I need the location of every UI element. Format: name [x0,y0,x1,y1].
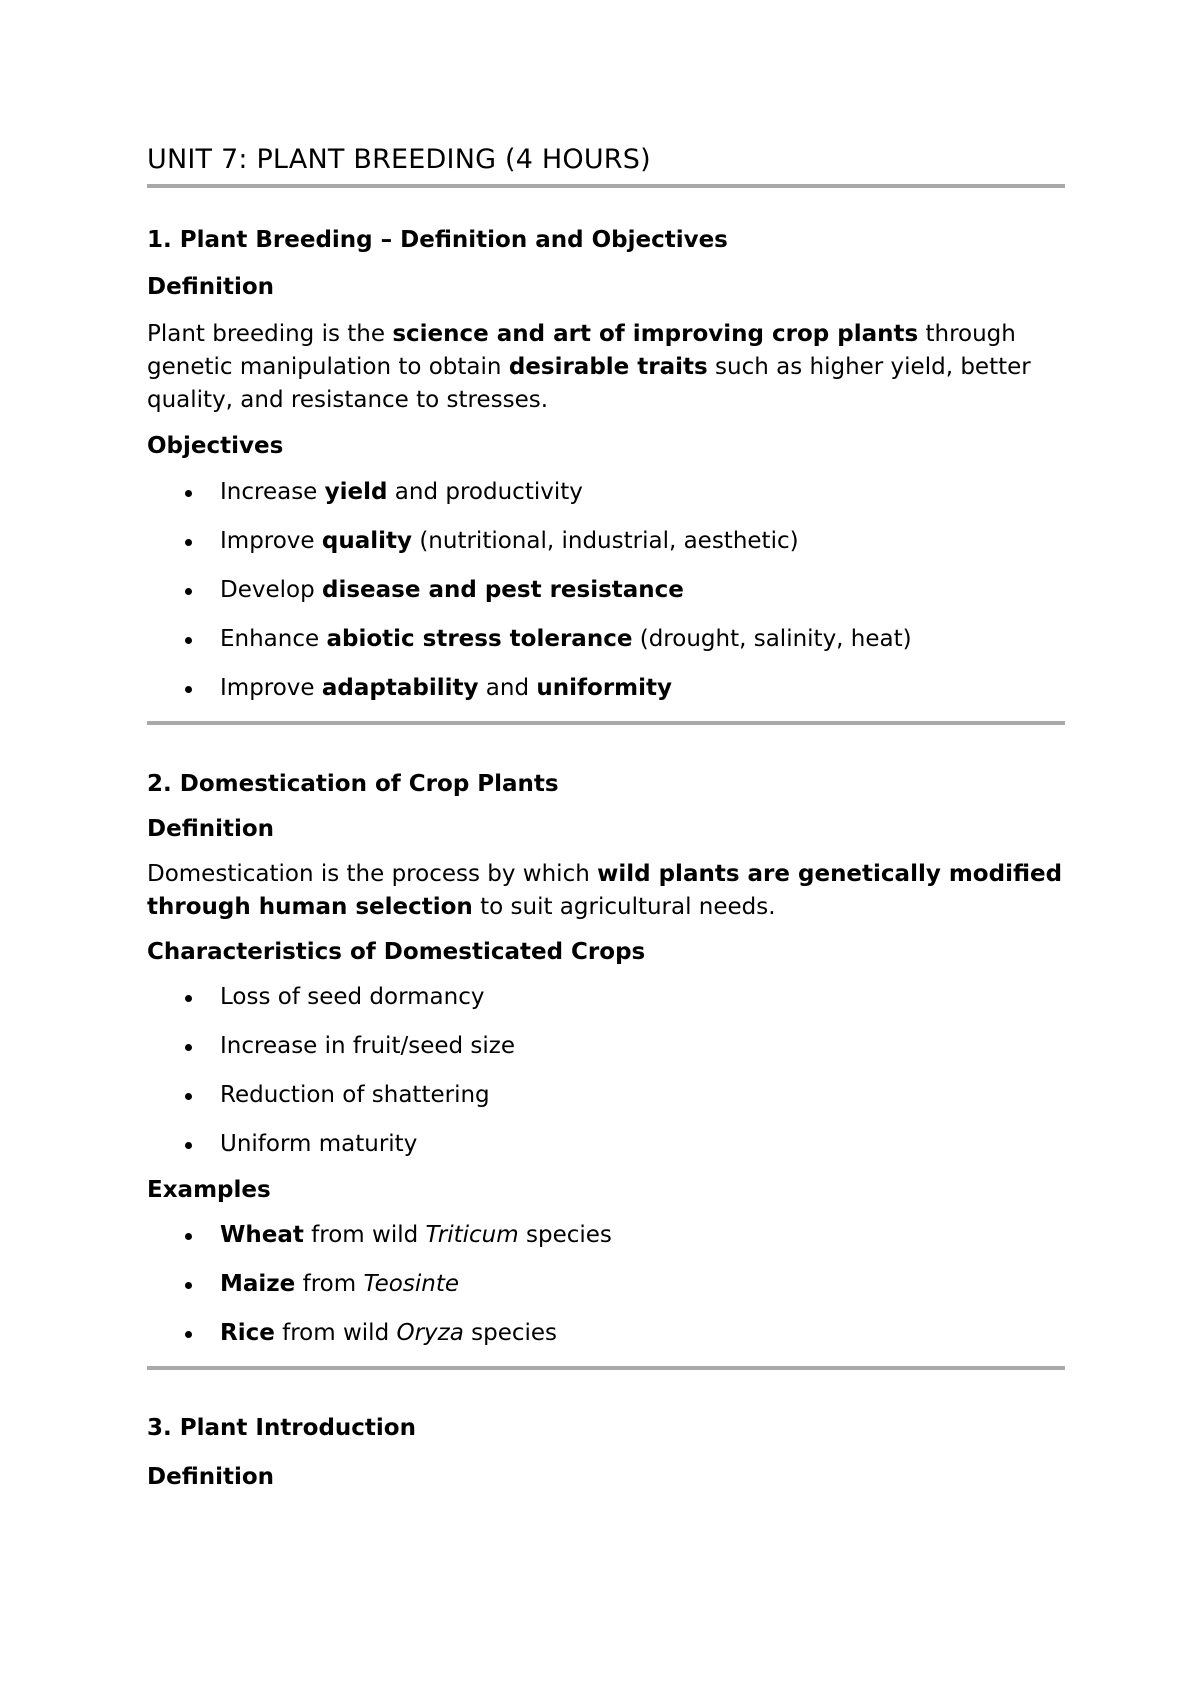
item-text: and productivity [387,479,583,505]
item-text: Loss of seed dormancy [220,984,485,1010]
list-item [147,672,1065,705]
item-text: Enhance [220,626,327,652]
objectives-label: Objectives [147,433,284,459]
bullet-icon [185,588,192,595]
list-item [147,1030,1065,1063]
bullet-icon [185,1142,192,1149]
item-text: species [518,1222,612,1248]
item-text: Increase [220,479,325,505]
document-page [147,140,1065,1494]
item-text: and [478,675,537,701]
list-item [147,981,1065,1014]
bullet-icon [185,539,192,546]
definition-bold-part: science and art of improving crop plants [392,321,919,347]
section-1-definition-label: Definition [147,274,275,300]
section-3-heading: 3. Plant Introduction [147,1415,416,1441]
item-italic: Teosinte [363,1271,459,1297]
list-item [147,1219,1065,1252]
item-text: Improve [220,528,322,554]
list-item [147,623,1065,656]
item-text: Reduction of shattering [220,1082,490,1108]
bullet-icon [185,995,192,1002]
item-text: (nutritional, industrial, aesthetic) [412,528,799,554]
section-divider [147,1366,1065,1370]
section-plant-introduction [147,1412,1065,1494]
characteristics-list [147,981,1065,1161]
title-divider [147,184,1065,188]
definition-text-part: such as higher yield, better quality, and resistance to stresses. [147,354,1031,413]
definition-bold-part: wild plants are genetically modified through human selection [147,861,1063,920]
item-text: Increase in fruit/seed size [220,1033,516,1059]
item-text: Improve [220,675,322,701]
item-bold: yield [324,479,388,505]
definition-text-part: to suit agricultural needs. [472,894,776,920]
section-2-definition-label: Definition [147,816,275,842]
definition-bold-part: desirable traits [508,354,708,380]
section-plant-breeding [147,224,1065,705]
bullet-icon [185,1093,192,1100]
unit-title: UNIT 7: PLANT BREEDING (4 HOURS) [147,144,651,175]
characteristics-label: Characteristics of Domesticated Crops [147,939,646,965]
item-bold: Wheat [220,1222,304,1248]
item-italic: Triticum [425,1222,519,1248]
list-item [147,1128,1065,1161]
item-text: from [295,1271,364,1297]
item-text: Develop [220,577,322,603]
section-domestication [147,768,1065,1350]
section-3-definition-label: Definition [147,1464,275,1490]
bullet-icon [185,1282,192,1289]
section-2-heading: 2. Domestication of Crop Plants [147,771,559,797]
bullet-icon [185,686,192,693]
item-text: species [463,1320,558,1346]
item-bold: Rice [220,1320,275,1346]
list-item [147,525,1065,558]
definition-text-part: through genetic manipulation to obtain [147,321,1016,380]
item-bold: adaptability [321,675,479,701]
bullet-icon [185,637,192,644]
item-bold: quality [321,528,413,554]
list-item [147,1268,1065,1301]
bullet-icon [185,490,192,497]
section-2-definition-text [147,858,1065,924]
item-bold: abiotic stress tolerance [326,626,633,652]
list-item [147,1317,1065,1350]
item-text: (drought, salinity, heat) [632,626,912,652]
item-italic: Oryza [396,1320,464,1346]
section-1-heading: 1. Plant Breeding – Definition and Objectives [147,227,728,253]
item-bold: disease and pest resistance [322,577,684,603]
examples-label: Examples [147,1177,271,1203]
list-item [147,476,1065,509]
item-text: Uniform maturity [220,1131,418,1157]
section-divider [147,721,1065,725]
bullet-icon [185,1044,192,1051]
list-item [147,574,1065,607]
list-item [147,1079,1065,1112]
item-bold: Maize [220,1271,296,1297]
definition-text-part: Domestication is the process by which [147,861,598,887]
definition-text-part: Plant breeding is the [147,321,393,347]
bullet-icon [185,1331,192,1338]
section-1-definition-text [147,318,1065,417]
item-text: from wild [274,1320,397,1346]
item-text: from wild [303,1222,426,1248]
bullet-icon [185,1233,192,1240]
objectives-list [147,476,1065,705]
examples-list [147,1219,1065,1350]
item-bold: uniformity [536,675,673,701]
